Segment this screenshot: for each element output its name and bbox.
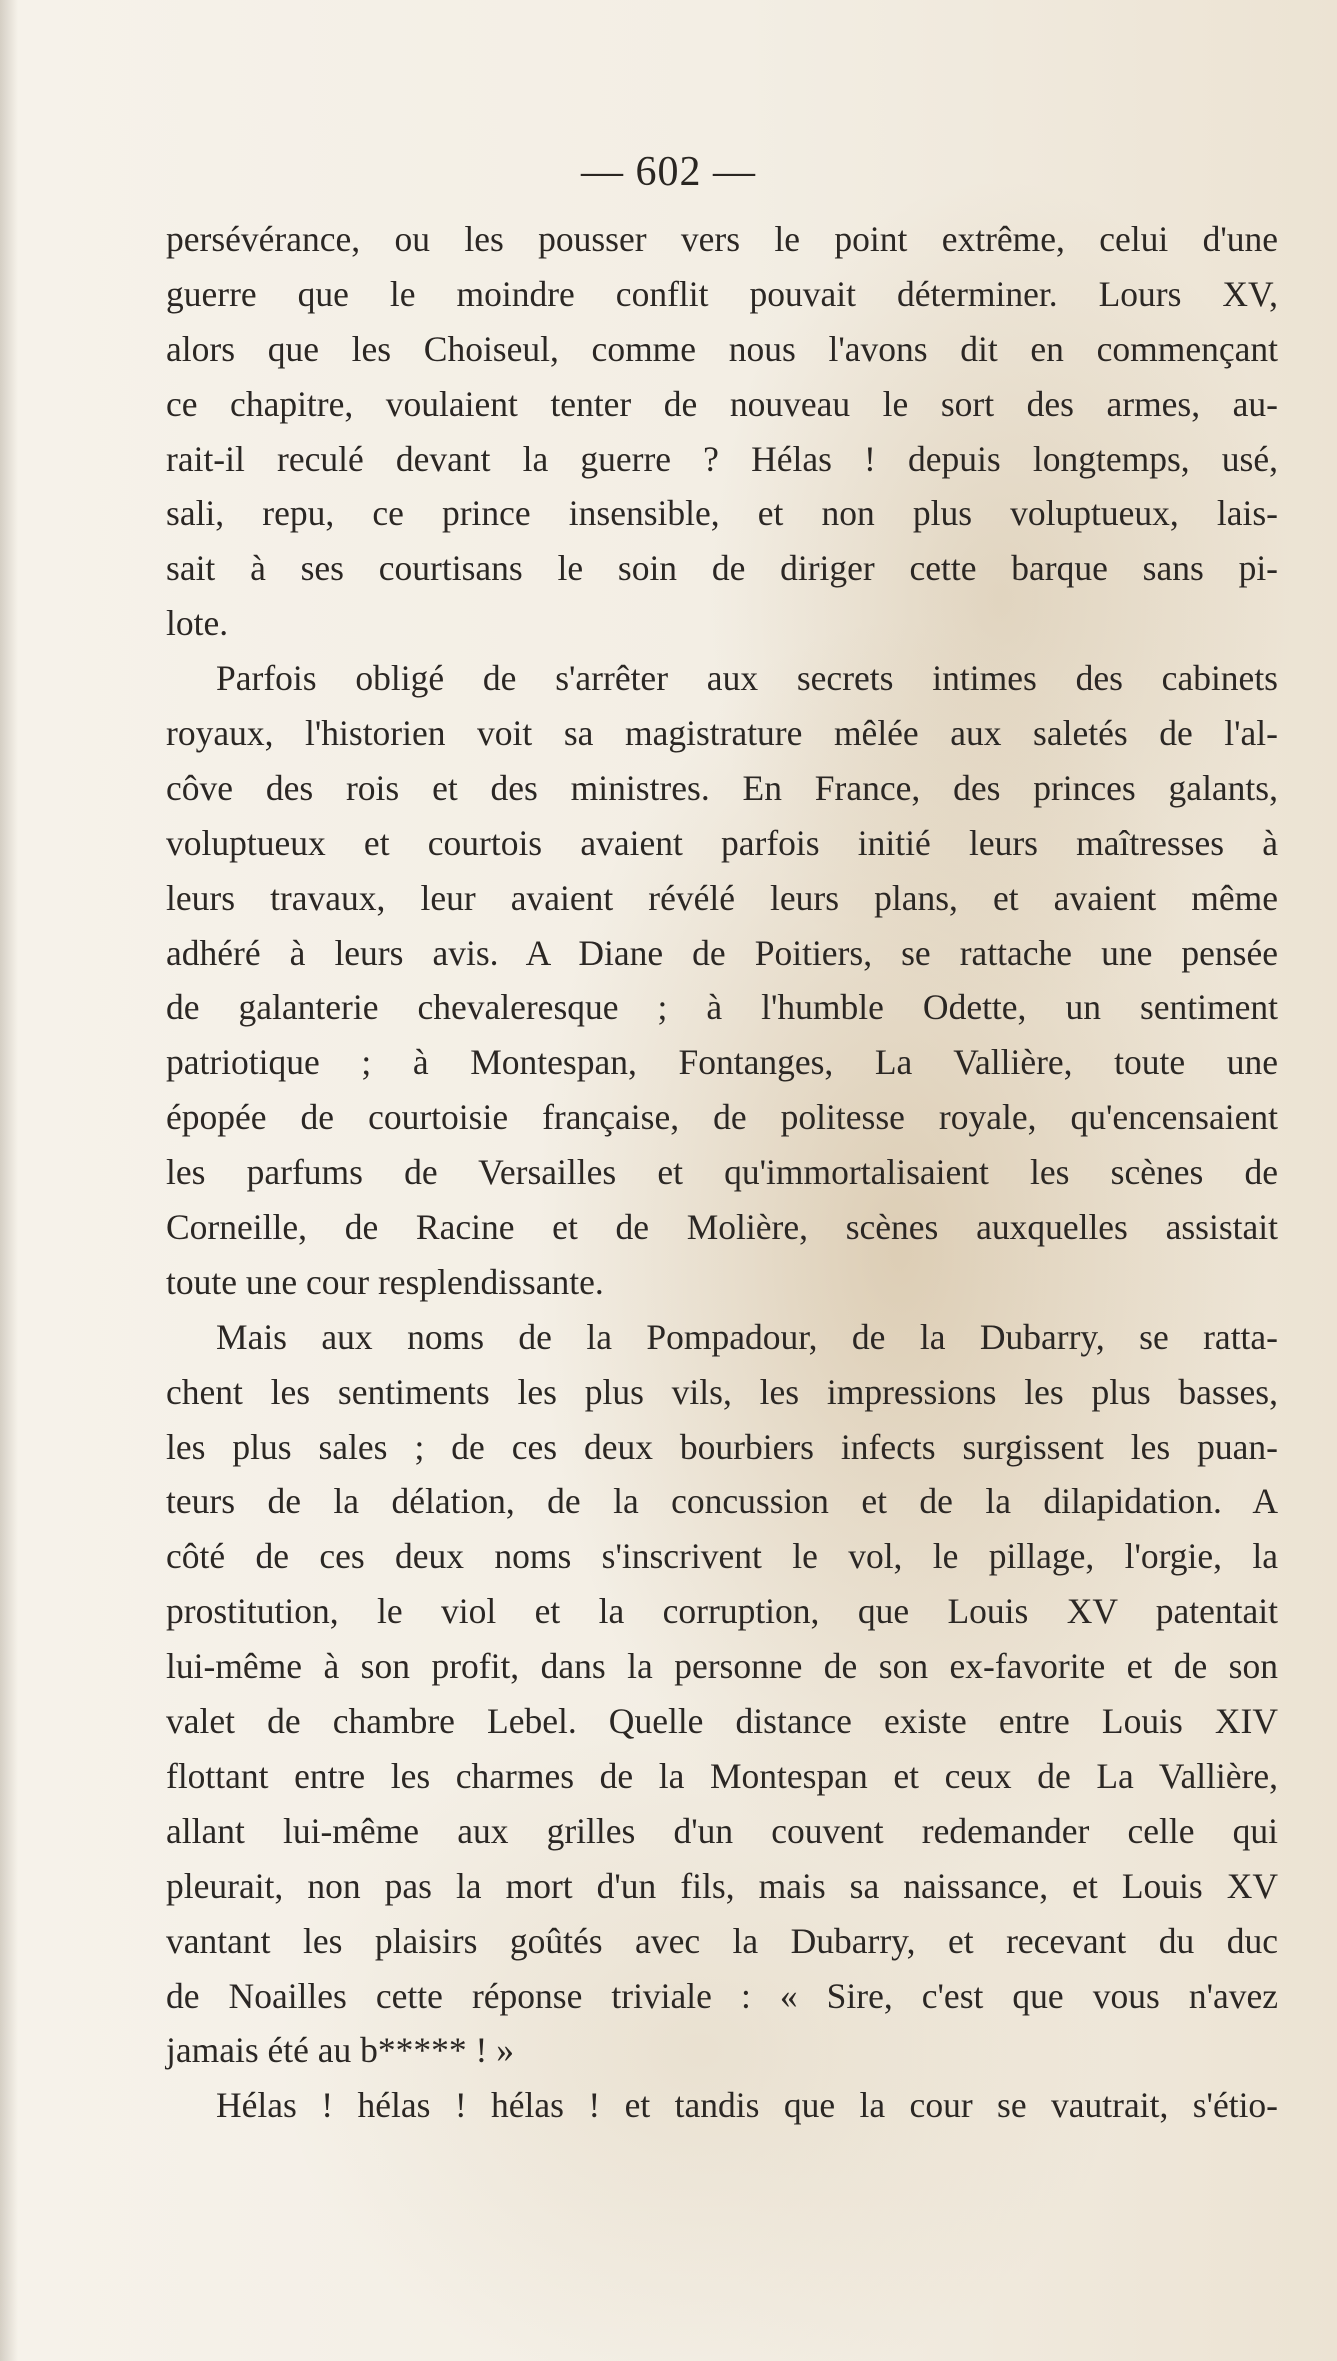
text-line: valet de chambre Lebel. Quelle distance existe entre Louis XIV xyxy=(166,1701,1278,1742)
text-line: jamais été au b***** ! » xyxy=(166,2030,514,2071)
paragraph-start-line: Parfois obligé de s'arrêter aux secrets intimes des cabinets xyxy=(216,658,1278,699)
text-line: sali, repu, ce prince insensible, et non plus voluptueux, lais- xyxy=(166,493,1278,534)
text-line: chent les sentiments les plus vils, les impressions les plus basses, xyxy=(166,1371,1278,1412)
page-gutter-shadow xyxy=(0,0,18,2361)
text-line: vantant les plaisirs goûtés avec la Dubarry, et recevant du duc xyxy=(166,1920,1278,1961)
text-line: alors que les Choiseul, comme nous l'avons dit en commençant xyxy=(166,328,1278,369)
text-line: flottant entre les charmes de la Montespan et ceux de La Vallière, xyxy=(166,1755,1278,1796)
page-number: — 602 — xyxy=(581,149,756,195)
text-line: les plus sales ; de ces deux bourbiers infects surgissent les puan- xyxy=(166,1426,1278,1467)
text-line: lui-même à son profit, dans la personne de son ex-favorite et de son xyxy=(166,1646,1278,1687)
paragraph-start-line: Mais aux noms de la Pompadour, de la Dubarry, se ratta- xyxy=(216,1316,1278,1357)
text-line: de galanterie chevaleresque ; à l'humble Odette, un sentiment xyxy=(166,987,1278,1028)
text-line: voluptueux et courtois avaient parfois initié leurs maîtresses à xyxy=(166,822,1278,863)
text-line: teurs de la délation, de la concussion et de la dilapidation. A xyxy=(166,1481,1278,1522)
text-line: adhéré à leurs avis. A Diane de Poitiers, se rattache une pensée xyxy=(166,932,1278,973)
text-line: toute une cour resplendissante. xyxy=(166,1261,604,1302)
text-line: royaux, l'historien voit sa magistrature mêlée aux saletés de l'al- xyxy=(166,713,1278,754)
text-line: pleurait, non pas la mort d'un fils, mais sa naissance, et Louis XV xyxy=(166,1865,1278,1906)
text-line: Corneille, de Racine et de Molière, scènes auxquelles assistait xyxy=(166,1207,1278,1248)
text-line: de Noailles cette réponse triviale : « Sire, c'est que vous n'avez xyxy=(166,1975,1278,2016)
text-line: côve des rois et des ministres. En France, des princes galants, xyxy=(166,767,1278,808)
text-line: lote. xyxy=(166,603,229,644)
text-line: persévérance, ou les pousser vers le point extrême, celui d'une xyxy=(166,219,1278,259)
text-line: rait-il reculé devant la guerre ? Hélas ! depuis longtemps, usé, xyxy=(166,438,1278,479)
text-line: leurs travaux, leur avaient révélé leurs plans, et avaient même xyxy=(166,877,1278,918)
paragraph-start-line: Hélas ! hélas ! hélas ! et tandis que la cour se vautrait, s'étio- xyxy=(216,2085,1278,2126)
text-line: allant lui-même aux grilles d'un couvent redemander celle qui xyxy=(166,1810,1278,1851)
text-line: épopée de courtoisie française, de politesse royale, qu'encensaient xyxy=(166,1097,1278,1138)
text-line: les parfums de Versailles et qu'immortalisaient les scènes de xyxy=(166,1152,1278,1193)
text-line: prostitution, le viol et la corruption, que Louis XV patentait xyxy=(166,1591,1278,1632)
text-line: guerre que le moindre conflit pouvait déterminer. Lours XV, xyxy=(166,273,1278,314)
text-line: côté de ces deux noms s'inscrivent le vol, le pillage, l'orgie, la xyxy=(166,1536,1278,1577)
body-text xyxy=(166,212,1278,2133)
text-line: sait à ses courtisans le soin de diriger cette barque sans pi- xyxy=(166,548,1278,589)
text-line: ce chapitre, voulaient tenter de nouveau le sort des armes, au- xyxy=(166,383,1278,424)
text-line: patriotique ; à Montespan, Fontanges, La Vallière, toute une xyxy=(166,1042,1278,1083)
